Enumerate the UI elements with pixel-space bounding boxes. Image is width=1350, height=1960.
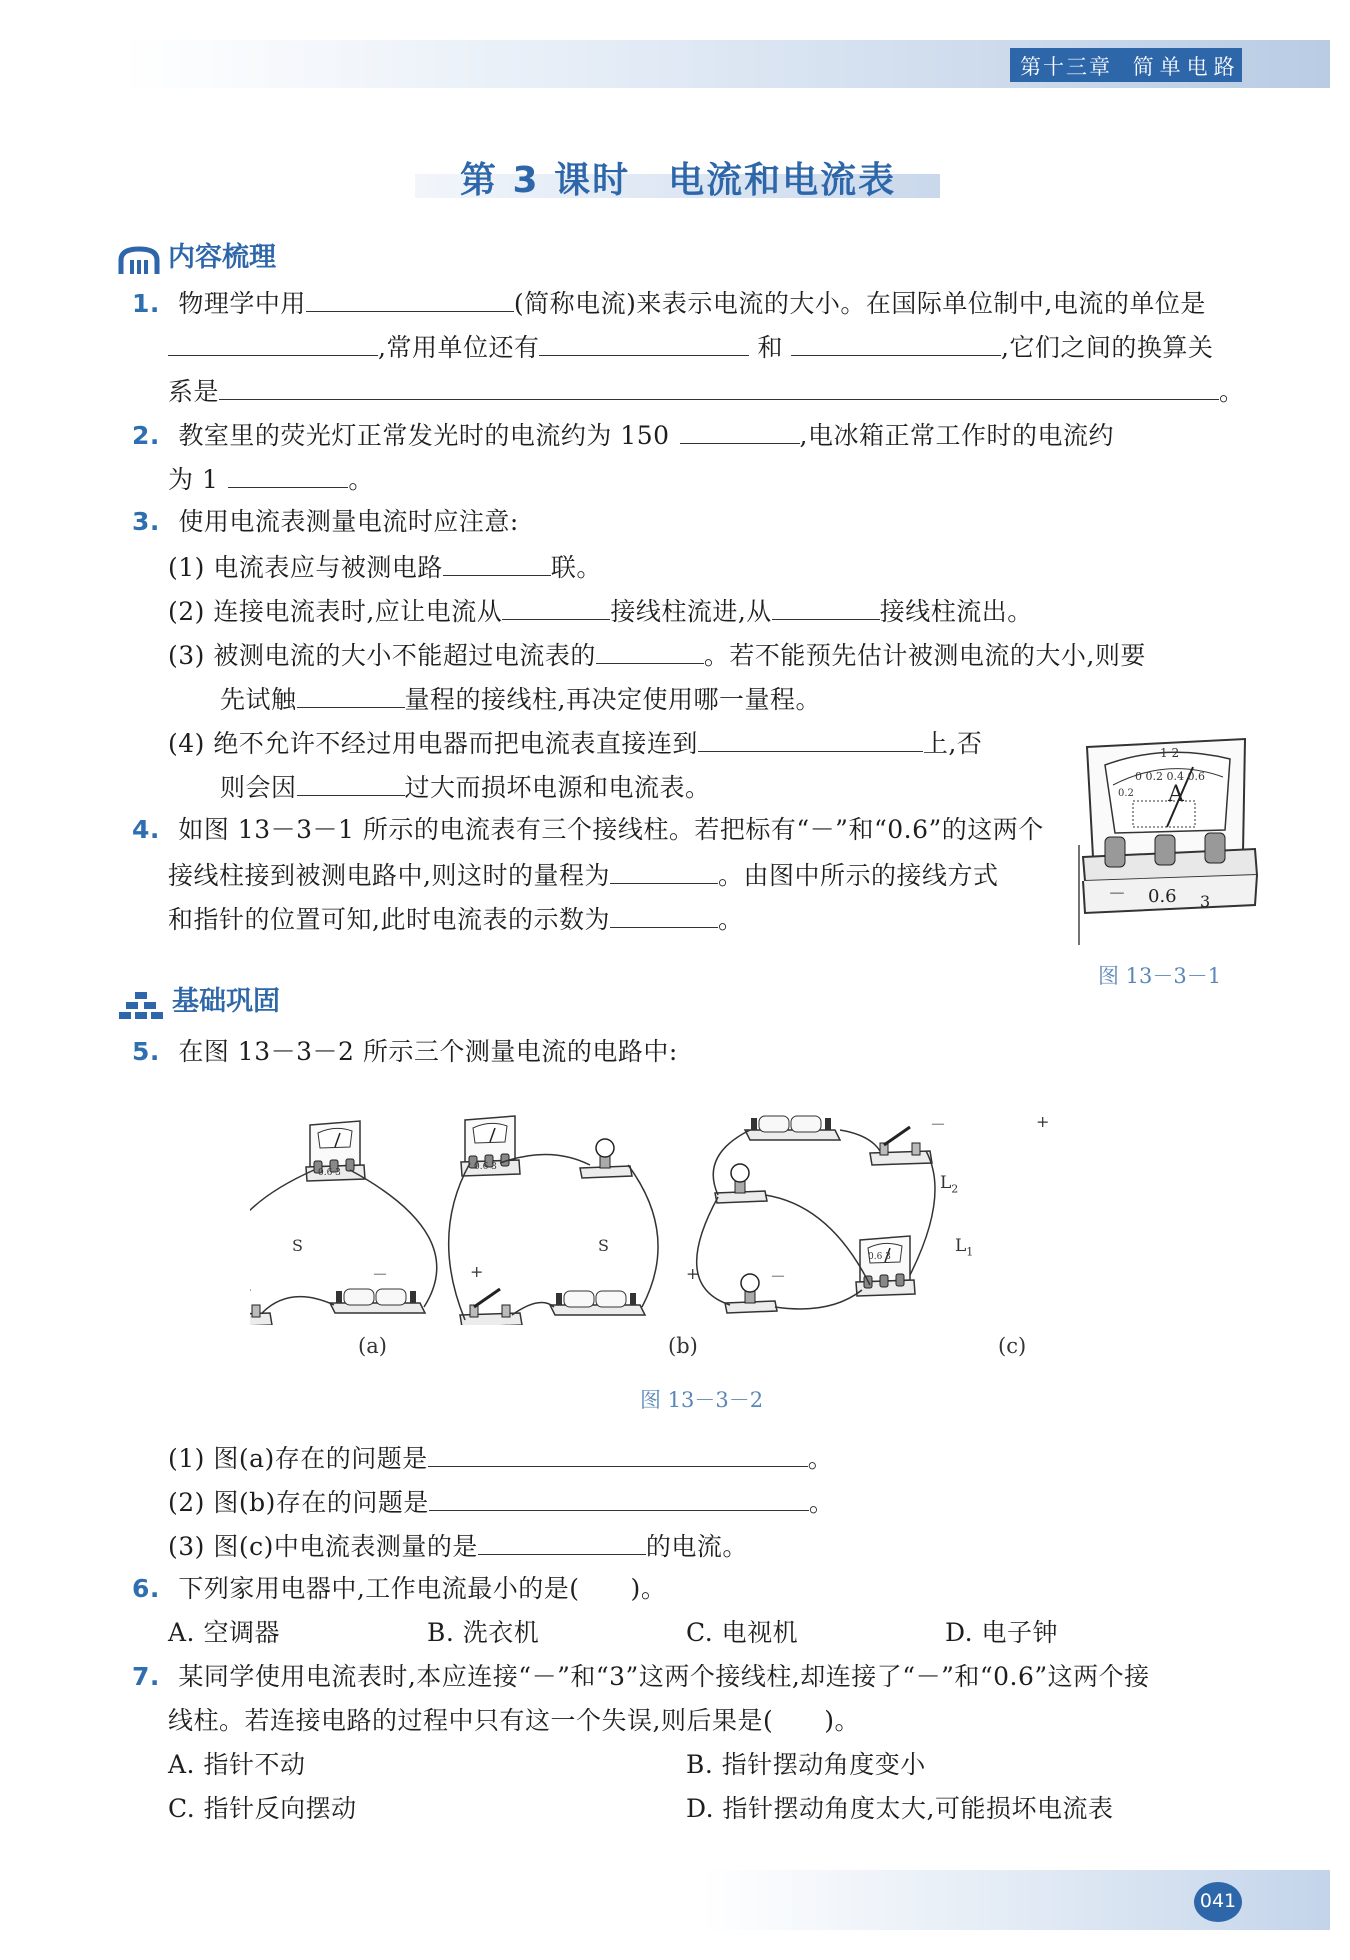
q7-line2: 线柱。若连接电路的过程中只有这一个失误,则后果是( )。 [168, 1706, 860, 1735]
q1-text-g: 。 [1219, 377, 1245, 406]
circuit-c-plus: + [1036, 1112, 1050, 1131]
q1-text-c: ,常用单位还有 [378, 333, 540, 362]
lesson-title: 第 3 课时 电流和电流表 [460, 160, 897, 201]
q1-text-a: 物理学中用 [178, 289, 306, 318]
q3-4-text-d: 过大而损坏电源和电流表。 [404, 773, 711, 802]
circuit-b-minus: － [770, 1267, 787, 1286]
circuit-c-meter-scale: 0.6 3 [868, 1252, 891, 1262]
q4-number: 4. [132, 815, 160, 844]
circuit-b-plus: + [686, 1264, 700, 1283]
circuit-a-battery [330, 1289, 425, 1313]
circuit-figure [250, 1115, 1150, 1325]
q5-sub2 [168, 1484, 834, 1520]
circuit-a-plus: + [470, 1262, 484, 1281]
q2-line2 [168, 461, 374, 497]
circuit-a-minus: － [372, 1265, 389, 1284]
q1-text-e: ,它们之间的换算关 [1000, 333, 1214, 362]
q3-number: 3. [132, 507, 160, 536]
q2-blank-1[interactable] [680, 417, 800, 444]
q3-sub2 [168, 593, 1033, 629]
q3-4-text-b: 上,否 [922, 729, 983, 758]
circuit-c-minus: － [930, 1115, 947, 1134]
q3-sub3-cont [220, 681, 821, 717]
q6-number: 6. [132, 1574, 160, 1603]
q4-line3 [168, 901, 743, 937]
comb-icon [118, 246, 160, 276]
q1-line1 [132, 285, 1206, 321]
q1-blank-1[interactable] [306, 285, 514, 312]
q4-text-d: 和指针的位置可知,此时电流表的示数为 [168, 905, 610, 934]
q3-sub1 [168, 549, 602, 585]
q5-2-text-a: (2) 图(b)存在的问题是 [168, 1488, 429, 1517]
q4-text-c: 。由图中所示的接线方式 [717, 861, 999, 890]
q6-stem [132, 1572, 666, 1606]
circuit-a-meter-scale: 0.6 3 [318, 1168, 341, 1178]
terminal-3-label: 3 [1200, 892, 1211, 911]
q1-text-d: 和 [757, 333, 783, 362]
q2-number: 2. [132, 421, 160, 450]
q5-1-text-b: 。 [807, 1444, 834, 1473]
chapter-title: 简单电路 [1132, 55, 1241, 79]
circuit-c-ammeter [856, 1236, 915, 1296]
q1-blank-4[interactable] [791, 329, 1001, 356]
q1-text-f: 系是 [168, 377, 220, 406]
q3-4-blank-2[interactable] [297, 769, 405, 796]
q3-2-blank-2[interactable] [772, 593, 880, 620]
q5-stem [132, 1035, 678, 1069]
q3-3-text-d: 量程的接线柱,再决定使用哪一量程。 [404, 685, 821, 714]
circuit-c-switch [870, 1127, 932, 1165]
section-content-title: 内容梳理 [168, 242, 276, 273]
q5-3-text-b: 的电流。 [645, 1532, 748, 1561]
ammeter-scale-low: 0.2 [1118, 788, 1134, 799]
q4-line2 [168, 857, 998, 893]
q3-2-text-c: 接线柱流出。 [879, 597, 1033, 626]
q7-option-b[interactable]: B. 指针摆动角度变小 [686, 1750, 926, 1779]
chapter-number: 第十三章 [1020, 55, 1112, 79]
lamp2-subscript: 2 [951, 1182, 959, 1196]
q3-3-blank-1[interactable] [596, 637, 704, 664]
chapter-label [1020, 51, 1241, 81]
q7-text-a: 某同学使用电流表时,本应连接“－”和“3”这两个接线柱,却连接了“－”和“0.6”这两个接 [178, 1662, 1150, 1691]
circuit-b-label: (b) [668, 1334, 698, 1358]
circuit-c-label: (c) [998, 1334, 1027, 1358]
ammeter-unit: A [1168, 782, 1184, 807]
q1-blank-5[interactable] [219, 373, 1219, 400]
blocks-icon [118, 990, 164, 1020]
q3-4-blank-1[interactable] [698, 725, 923, 752]
figure-2-caption: 图 13－3－2 [640, 1388, 764, 1412]
q1-line3 [168, 373, 1245, 409]
q3-2-blank-1[interactable] [502, 593, 610, 620]
lamp2-letter: L [940, 1173, 952, 1193]
circuit-a-switch-label: S [292, 1236, 303, 1255]
circuit-b-battery [550, 1291, 645, 1315]
q3-4-text-a: (4) 绝不允许不经过用电器而把电流表直接连到 [168, 729, 698, 758]
circuit-b-meter-scale: 0.6 3 [474, 1162, 497, 1172]
q3-2-text-b: 接线柱流进,从 [610, 597, 772, 626]
q1-number: 1. [132, 289, 160, 318]
q3-3-blank-2[interactable] [297, 681, 405, 708]
q3-sub4-cont [220, 769, 711, 805]
circuit-c-lamp2-label [940, 1173, 958, 1195]
q7-line1 [132, 1660, 1150, 1694]
q6-option-b[interactable]: B. 洗衣机 [427, 1618, 540, 1647]
q6-option-a[interactable]: A. 空调器 [168, 1618, 280, 1647]
q3-3-text-c: 先试触 [220, 685, 297, 714]
q1-text-b: (简称电流)来表示电流的大小。在国际单位制中,电流的单位是 [513, 289, 1206, 318]
section-basic-title: 基础巩固 [172, 986, 280, 1017]
circuit-a-label: (a) [358, 1334, 387, 1358]
q5-1-text-a: (1) 图(a)存在的问题是 [168, 1444, 428, 1473]
q4-text-a: 如图 13－3－1 所示的电流表有三个接线柱。若把标有“－”和“0.6”的这两个 [178, 815, 1044, 844]
q3-1-text-b: 联。 [550, 553, 602, 582]
q4-text-e: 。 [717, 905, 744, 934]
q4-line1 [132, 813, 1044, 847]
q5-3-blank[interactable] [478, 1528, 646, 1555]
q5-2-blank[interactable] [429, 1484, 809, 1511]
q5-1-blank[interactable] [428, 1440, 808, 1467]
q4-blank-1[interactable] [610, 857, 718, 884]
q5-number: 5. [132, 1037, 160, 1066]
q1-blank-3[interactable] [539, 329, 749, 356]
terminal-minus-label: － [1108, 884, 1126, 905]
q3-2-text-a: (2) 连接电流表时,应让电流从 [168, 597, 503, 626]
circuit-c-lamp-2 [715, 1164, 767, 1203]
q7-option-c[interactable]: C. 指针反向摆动 [168, 1794, 357, 1823]
q7-option-d[interactable]: D. 指针摆动角度太大,可能损坏电流表 [686, 1794, 1114, 1823]
q3-3-text-b: 。若不能预先估计被测电流的大小,则要 [703, 641, 1146, 670]
lamp1-letter: L [955, 1236, 967, 1256]
q3-1-blank[interactable] [443, 549, 551, 576]
terminal-minus [1105, 837, 1125, 867]
ammeter-scale-mid: 0 0.2 0.4 0.6 [1135, 770, 1205, 783]
q1-line2 [168, 329, 1213, 365]
q6-option-c[interactable]: C. 电视机 [686, 1618, 799, 1647]
ammeter-scale-top: 1 2 [1160, 746, 1180, 760]
q2-text-c: 为 1 [168, 465, 219, 494]
figure-1-caption: 图 13－3－1 [1098, 964, 1222, 988]
q6-option-d[interactable]: D. 电子钟 [945, 1618, 1059, 1647]
page-number: 041 [1199, 1890, 1237, 1912]
q3-sub4 [168, 725, 982, 761]
q4-blank-2[interactable] [610, 901, 718, 928]
terminal-06 [1155, 835, 1175, 865]
q5-sub1 [168, 1440, 833, 1476]
circuit-b-lamp [580, 1139, 632, 1178]
q3-sub3 [168, 637, 1146, 673]
terminal-06-label: 0.6 [1148, 886, 1177, 907]
q2-text-b: ,电冰箱正常工作时的电流约 [799, 421, 1114, 450]
circuit-c-lamp1-label [955, 1236, 973, 1258]
q5-2-text-b: 。 [808, 1488, 835, 1517]
circuit-b-switch [460, 1289, 522, 1325]
q3-4-text-c: 则会因 [220, 773, 297, 802]
terminal-3 [1205, 833, 1225, 863]
q5-3-text-a: (3) 图(c)中电流表测量的是 [168, 1532, 478, 1561]
lamp1-subscript: 1 [966, 1245, 974, 1259]
circuit-b-switch-label: S [598, 1236, 609, 1255]
q3-3-text-a: (3) 被测电流的大小不能超过电流表的 [168, 641, 596, 670]
q2-blank-2[interactable] [228, 461, 348, 488]
q5-text: 在图 13－3－2 所示三个测量电流的电路中: [178, 1037, 678, 1066]
q5-sub3 [168, 1528, 748, 1564]
q1-blank-2[interactable] [168, 329, 378, 356]
q3-text: 使用电流表测量电流时应注意: [178, 507, 519, 536]
ammeter-figure [1075, 735, 1260, 945]
q2-text-a: 教室里的荧光灯正常发光时的电流约为 150 [178, 421, 670, 450]
q7-number: 7. [132, 1662, 160, 1691]
q6-text: 下列家用电器中,工作电流最小的是( )。 [178, 1574, 667, 1603]
q2-text-d: 。 [348, 465, 374, 494]
q2-line1 [132, 417, 1114, 453]
q3-stem [132, 505, 519, 539]
circuit-c-battery [745, 1116, 840, 1140]
q7-option-a[interactable]: A. 指针不动 [168, 1750, 306, 1779]
q4-text-b: 接线柱接到被测电路中,则这时的量程为 [168, 861, 610, 890]
q3-1-text-a: (1) 电流表应与被测电路 [168, 553, 443, 582]
